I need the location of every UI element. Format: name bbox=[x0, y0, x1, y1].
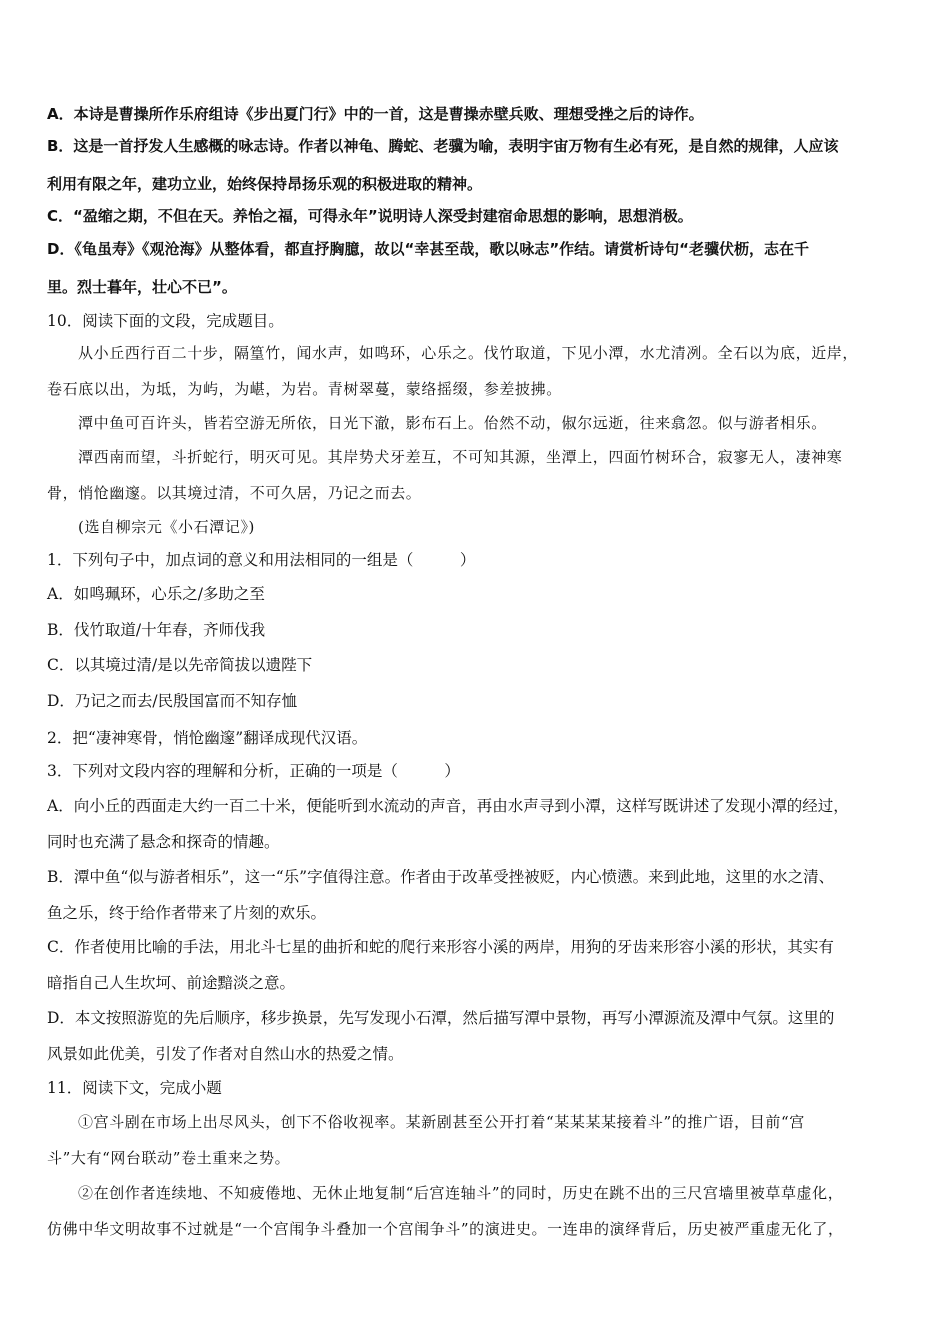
option-9c: C．“盈缩之期，不但在天。养怡之福，可得永年”说明诗人深受封建宿命思想的影响，思想消极。 bbox=[47, 207, 693, 225]
option-line: C．以其境过清/是以先帝简拔以遗陛下 bbox=[47, 656, 313, 674]
passage-source: (选自柳宗元《小石潭记》) bbox=[78, 518, 256, 536]
passage-line: 仿佛中华文明故事不过就是“一个宫闱争斗叠加一个宫闱争斗”的演进史。一连串的演绎背后，历史被严重虚无化了， bbox=[47, 1220, 844, 1238]
passage-line: 斗”大有“网台联动”卷土重来之势。 bbox=[47, 1149, 291, 1167]
passage-line: ①宫斗剧在市场上出尽风头，创下不俗收视率。某新剧甚至公开打着“某某某某接着斗”的推广语，目前“宫 bbox=[78, 1113, 805, 1131]
question-10-heading: 10．阅读下面的文段，完成题目。 bbox=[47, 312, 284, 330]
passage-line: 从小丘西行百二十步，隔篁竹，闻水声，如鸣环，心乐之。伐竹取道，下见小潭，水尤清冽。全石以为底，近岸， bbox=[78, 344, 859, 362]
question-11-heading: 11．阅读下文，完成小题 bbox=[47, 1079, 222, 1097]
option-line: A．向小丘的西面走大约一百二十米，便能听到水流动的声音，再由水声寻到小潭，这样写既讲述了发现小潭的经过， bbox=[47, 797, 849, 815]
option-line: 同时也充满了悬念和探奇的情趣。 bbox=[47, 833, 280, 851]
passage-line: 潭西南而望，斗折蛇行，明灭可见。其岸势犬牙差互，不可知其源，坐潭上，四面竹树环合，寂寥无人，凄神寒 bbox=[78, 448, 843, 466]
passage-line: ②在创作者连续地、不知疲倦地、无休止地复制“后宫连轴斗”的同时，历史在跳不出的三尺宫墙里被草草虚化， bbox=[78, 1184, 844, 1202]
option-line: 风景如此优美，引发了作者对自然山水的热爱之情。 bbox=[47, 1045, 404, 1063]
option-line: 暗指自己人生坎坷、前途黯淡之意。 bbox=[47, 974, 296, 992]
option-line: D．乃记之而去/民殷国富而不知存恤 bbox=[47, 692, 298, 710]
option-line: C．作者使用比喻的手法，用北斗七星的曲折和蛇的爬行来形容小溪的两岸，用狗的牙齿来形容小溪的形状，其实有 bbox=[47, 938, 834, 956]
option-line: A．如鸣珮环，心乐之/多助之至 bbox=[47, 585, 265, 603]
option-9b: B．这是一首抒发人生感概的咏志诗。作者以神龟、腾蛇、老骥为喻，表明宇宙万物有生必有死，是自然的规律，人应该 bbox=[47, 137, 839, 155]
option-9a: A．本诗是曹操所作乐府组诗《步出夏门行》中的一首，这是曹操赤壁兵败、理想受挫之后的诗作。 bbox=[47, 105, 704, 123]
question-10-3: 3．下列对文段内容的理解和分析，正确的一项是（ ） bbox=[47, 762, 460, 780]
option-9d-cont: 里。烈士暮年，壮心不已”。 bbox=[47, 278, 237, 296]
question-10-1: 1．下列句子中，加点词的意义和用法相同的一组是（ ） bbox=[47, 551, 476, 569]
option-line: B．潭中鱼“似与游者相乐”，这一“乐”字值得注意。作者由于改革受挫被贬，内心愤懑。来到此地，这里的水之清、 bbox=[47, 868, 835, 886]
option-9b-cont: 利用有限之年，建功立业，始终保持昂扬乐观的积极进取的精神。 bbox=[47, 175, 483, 193]
passage-line: 卷石底以出，为坻，为屿，为嵁，为岩。青树翠蔓，蒙络摇缀，参差披拂。 bbox=[47, 380, 562, 398]
question-10-2: 2．把“凄神寒骨，悄怆幽邃”翻译成现代汉语。 bbox=[47, 729, 368, 747]
option-line: B．伐竹取道/十年春，齐师伐我 bbox=[47, 621, 266, 639]
option-line: 鱼之乐，终于给作者带来了片刻的欢乐。 bbox=[47, 904, 327, 922]
passage-line: 骨，悄怆幽邃。以其境过清，不可久居，乃记之而去。 bbox=[47, 484, 422, 502]
passage-line: 潭中鱼可百许头，皆若空游无所依，日光下澈，影布石上。佁然不动，俶尔远逝，往来翕忽。似与游者相乐。 bbox=[78, 414, 827, 432]
option-line: D．本文按照游览的先后顺序，移步换景，先写发现小石潭，然后描写潭中景物，再写小潭源流及潭中气氛。这里的 bbox=[47, 1009, 835, 1027]
option-9d: D．《龟虽寿》《观沧海》从整体看，都直抒胸臆，故以“幸甚至哉，歌以咏志”作结。请赏析诗句“老骥伏枥，志在千 bbox=[47, 240, 810, 258]
